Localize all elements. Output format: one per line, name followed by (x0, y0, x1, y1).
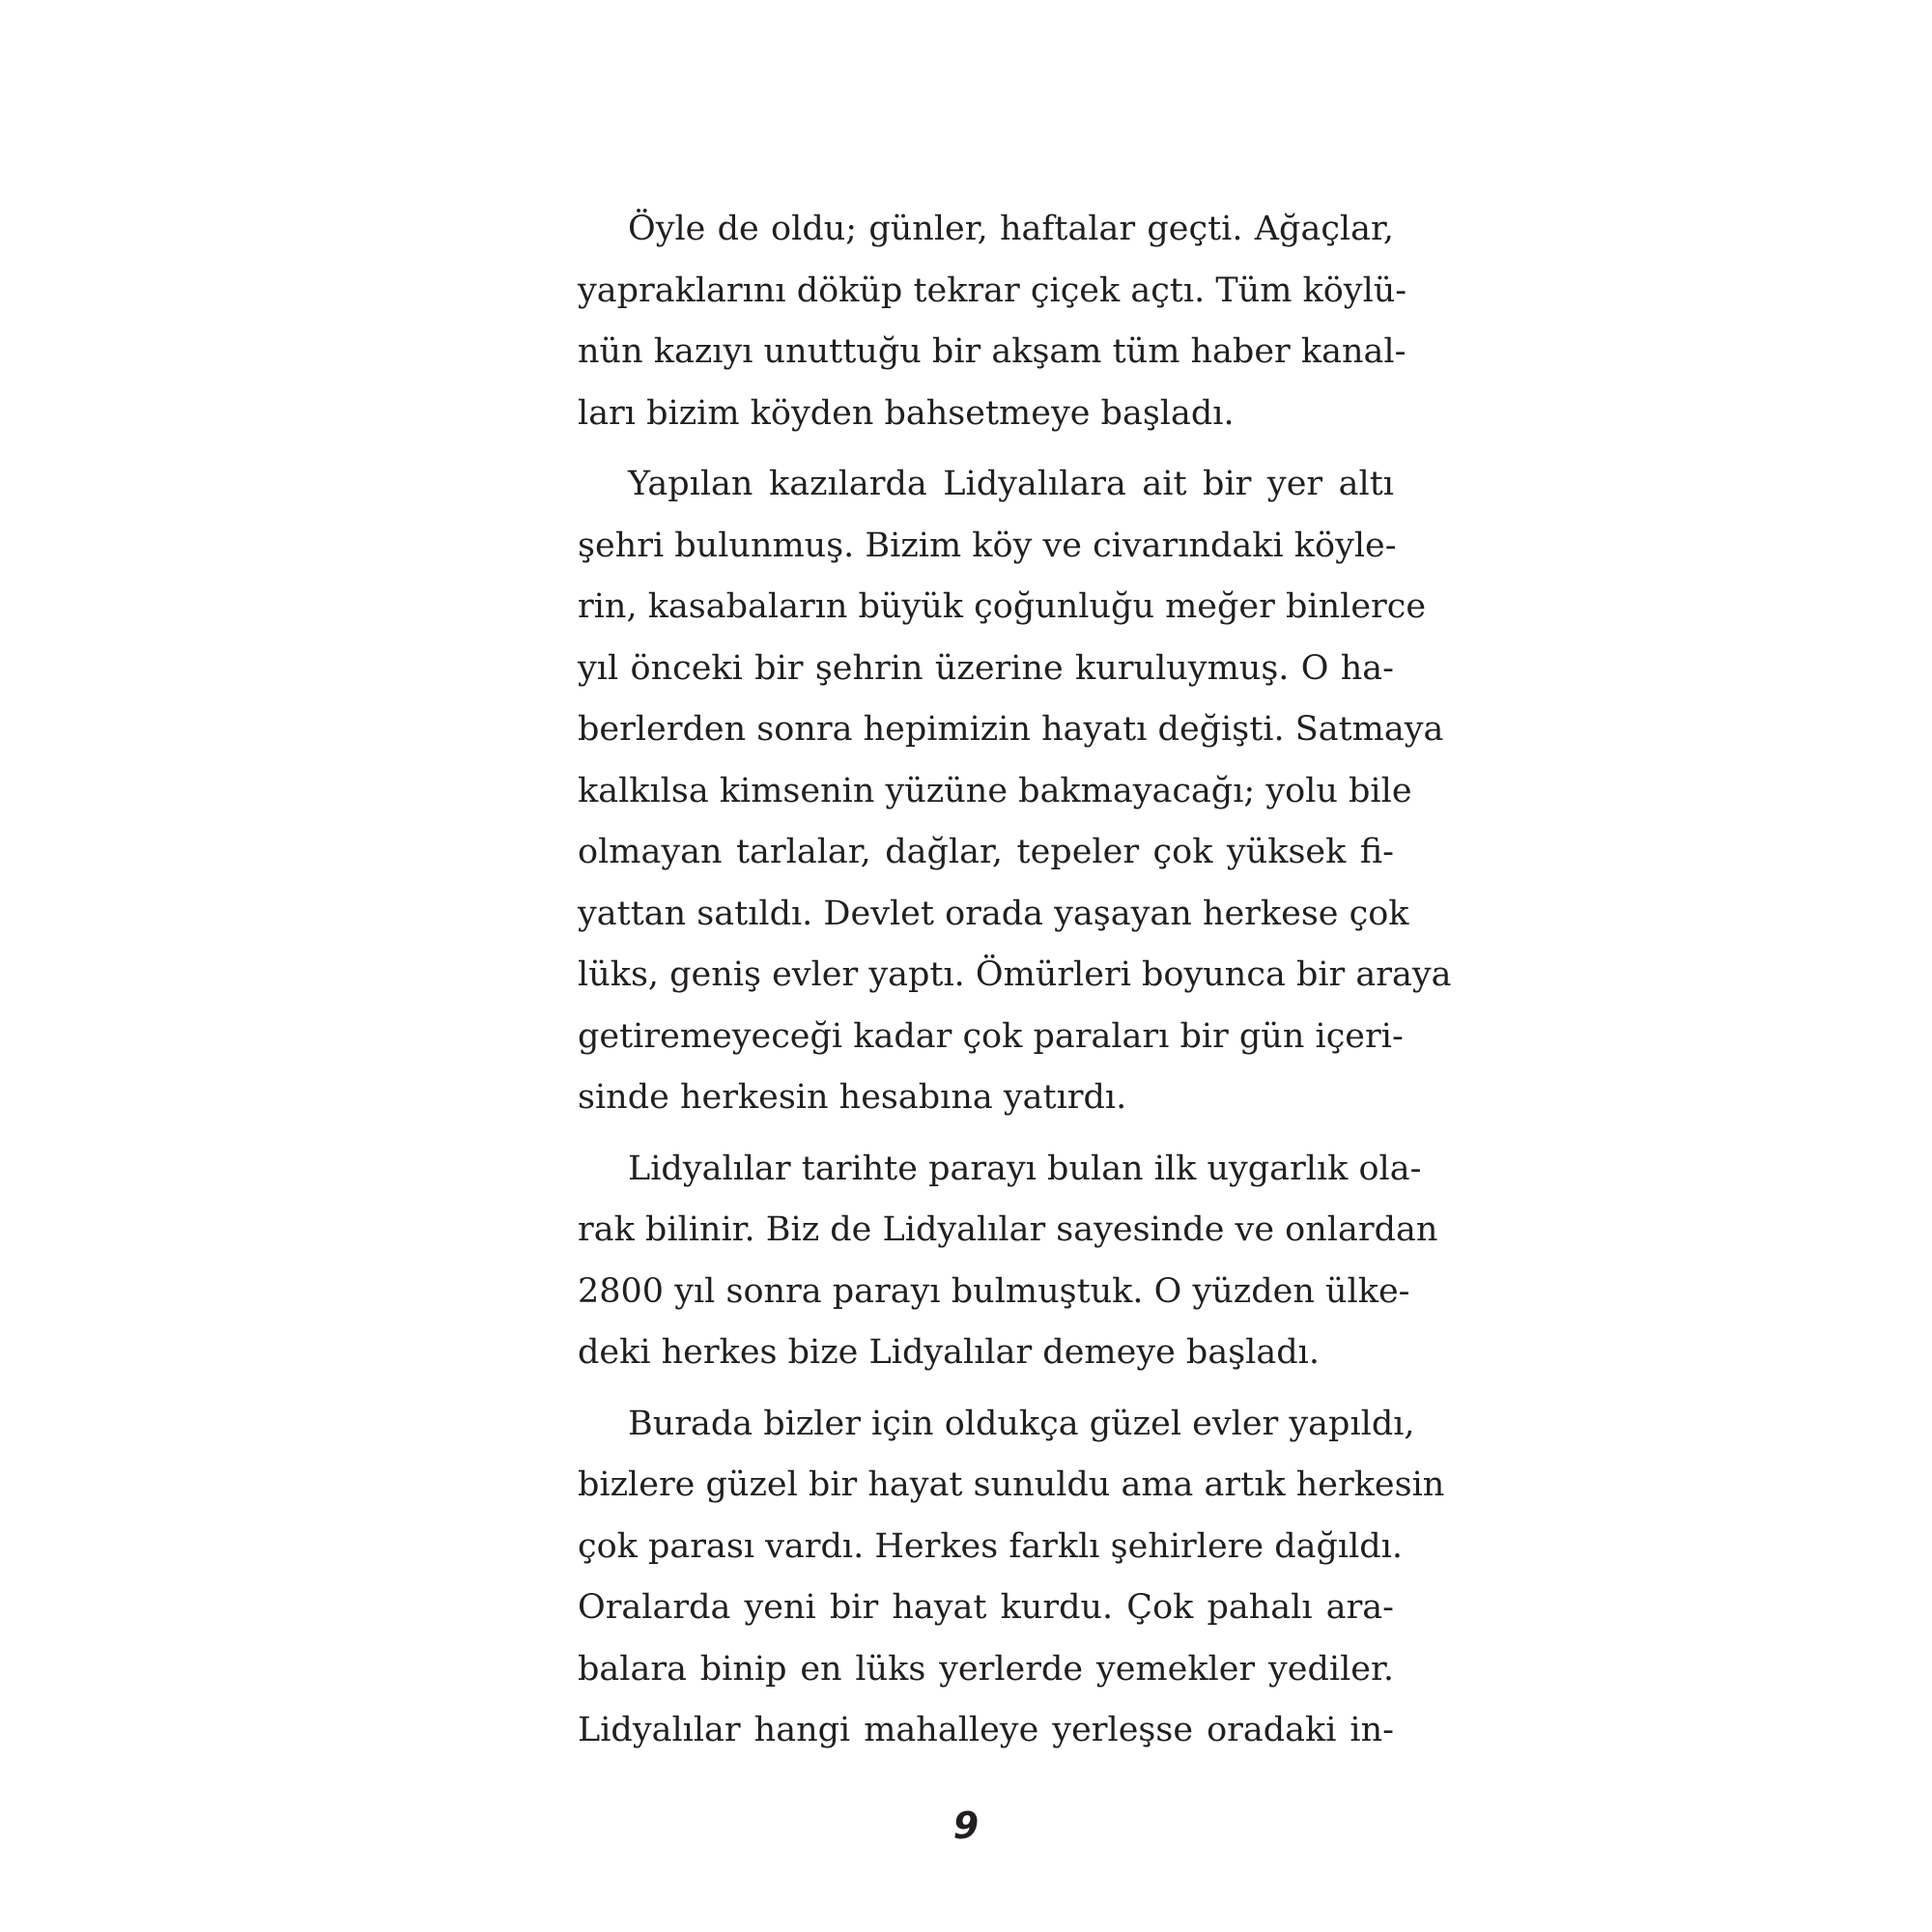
text-line: getiremeyeceği kadar çok paraları bir gün içeri- (578, 1016, 1404, 1056)
text-line: çok parası vardı. Herkes farklı şehirlere dağıldı. (578, 1526, 1404, 1566)
text-line: olmayan tarlalar, dağlar, tepeler çok yüksek fi- (578, 833, 1394, 871)
text-line: lüks, geniş evler yaptı. Ömürleri boyunca bir araya (578, 955, 1452, 994)
text-line: yapraklarını döküp tekrar çiçek açtı. Tüm köylü- (578, 270, 1407, 310)
body-text (578, 199, 1452, 1762)
text-line: Lidyalılar tarihte parayı bulan ilk uygarlık ola- (628, 1149, 1422, 1188)
text-line: nün kazıyı unuttuğu bir akşam tüm haber kanal- (578, 332, 1406, 371)
text-line: şehri bulunmuş. Bizim köy ve civarındaki köyle- (578, 526, 1397, 565)
text-line: Öyle de oldu; günler, haftalar geçti. Ağaçlar, (628, 210, 1394, 248)
text-line: rak bilinir. Biz de Lidyalılar sayesinde ve onlardan (578, 1210, 1438, 1249)
text-line: sinde herkesin hesabına yatırdı. (578, 1078, 1127, 1117)
text-line: yıl önceki bir şehrin üzerine kuruluymuş. O ha- (578, 648, 1394, 688)
paragraph-2 (578, 454, 1452, 1129)
text-line: Yapılan kazılarda Lidyalılara ait bir yer altı (628, 465, 1394, 503)
page-number: 9 (952, 1804, 980, 1847)
paragraph-3 (578, 1139, 1438, 1384)
text-line: rin, kasabaların büyük çoğunluğu meğer binlerce (578, 587, 1427, 626)
text-line: bizlere güzel bir hayat sunuldu ama artık herkesin (578, 1465, 1445, 1504)
text-line: Lidyalılar hangi mahalleye yerleşse oradaki in- (578, 1711, 1394, 1749)
text-line: ları bizim köyden bahsetmeye başladı. (578, 393, 1235, 433)
text-line: yattan satıldı. Devlet orada yaşayan herkese çok (578, 894, 1409, 933)
text-line: kalkılsa kimsenin yüzüne bakmayacağı; yolu bile (578, 771, 1412, 810)
text-line: berlerden sonra hepimizin hayatı değişti. Satmaya (578, 710, 1444, 749)
text-line: deki herkes bize Lidyalılar demeye başladı. (578, 1333, 1320, 1372)
text-line: 2800 yıl sonra parayı bulmuştuk. O yüzden ülke- (578, 1271, 1410, 1311)
paragraph-1 (578, 199, 1407, 444)
text-line: Burada bizler için oldukça güzel evler yapıldı, (628, 1404, 1415, 1443)
paragraph-4 (578, 1394, 1445, 1762)
text-line: Oralarda yeni bir hayat kurdu. Çok pahalı ara- (578, 1588, 1394, 1627)
text-line: balara binip en lüks yerlerde yemekler yediler. (578, 1649, 1394, 1689)
